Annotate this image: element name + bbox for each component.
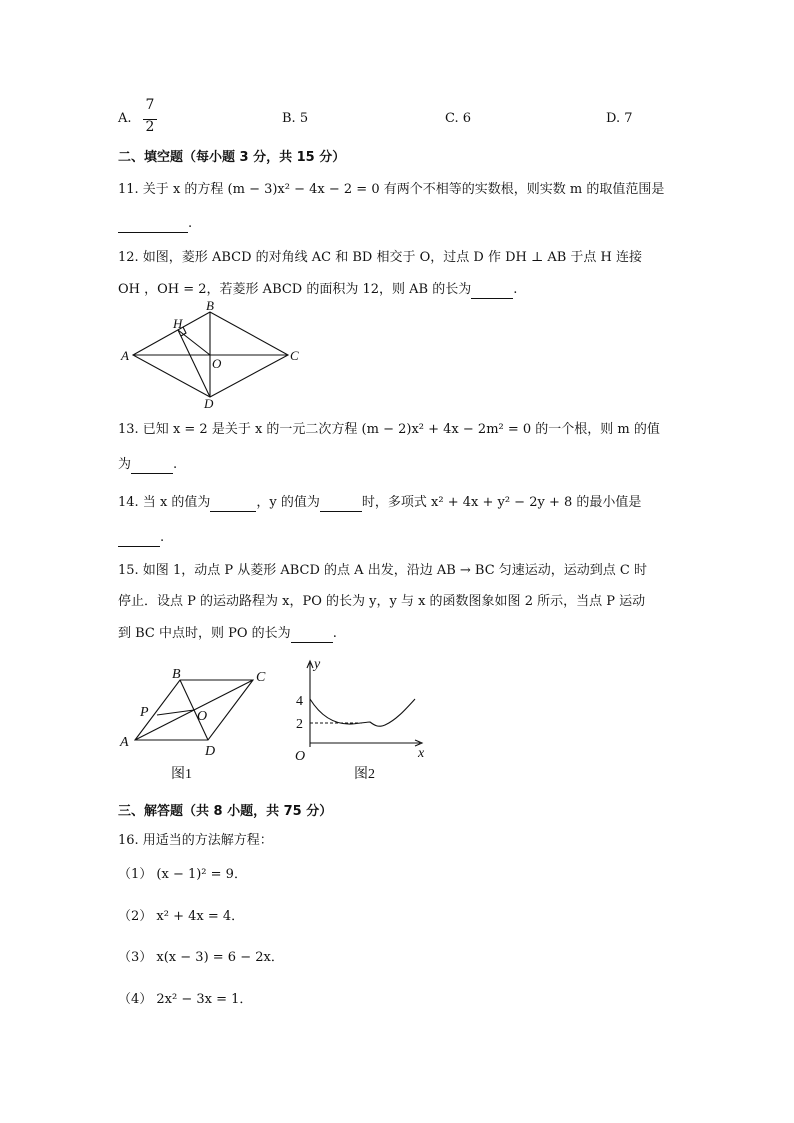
q15-answer-blank[interactable] <box>291 628 333 643</box>
option-d-letter: D. <box>606 111 621 126</box>
fig1-label-a: A <box>120 735 129 750</box>
label-c: C <box>290 348 299 363</box>
q15-line3-text: 到 BC 中点时，则 PO 的长为 <box>118 626 291 641</box>
label-d: D <box>204 396 214 411</box>
fig2-x-label: x <box>418 746 425 761</box>
section-3-title: 三、解答题（共 8 小题，共 75 分） <box>118 804 333 819</box>
q14-y-blank[interactable] <box>320 497 362 512</box>
q12-period: . <box>513 282 518 297</box>
option-c-value: 6 <box>462 111 472 126</box>
q12-line2-text: OH ，OH = 2，若菱形 ABCD 的面积为 12，则 AB 的长为 <box>118 282 472 297</box>
q12-line2 <box>118 281 517 299</box>
section-2-title: 二、填空题（每小题 3 分，共 15 分） <box>118 150 346 165</box>
option-b <box>282 110 308 128</box>
fig1-label-p: P <box>140 705 149 720</box>
q12-line1: 12. 如图，菱形 ABCD 的对角线 AC 和 BD 相交于 O，过点 D 作 DH ⊥ AB 于点 H 连接 <box>118 250 642 265</box>
q13-line1: 13. 已知 x = 2 是关于 x 的一元二次方程 (m − 2)x² + 4x − 2m² = 0 的一个根，则 m 的值 <box>118 422 660 437</box>
fig1-label-d: D <box>205 744 216 759</box>
option-a-letter: A. <box>118 111 132 126</box>
option-c-letter: C. <box>445 111 459 126</box>
option-d <box>606 110 633 128</box>
q14-line1 <box>118 494 641 512</box>
label-h: H <box>173 316 183 331</box>
q15-line3 <box>118 625 337 643</box>
q13-line2-start: 为 <box>118 457 132 472</box>
q15-figure-2 <box>290 655 440 785</box>
fig2-caption: 图2 <box>354 767 375 782</box>
option-a-numerator: 7 <box>145 97 155 113</box>
option-d-value: 7 <box>624 111 633 126</box>
option-b-value: 5 <box>299 111 309 126</box>
q14-part2: ，y 的值为 <box>256 495 320 510</box>
label-b: B <box>206 300 214 313</box>
q14-part1: 14. 当 x 的值为 <box>118 495 211 510</box>
fig1-caption: 图1 <box>171 767 192 782</box>
q11-answer-blank[interactable] <box>118 218 188 233</box>
fig1-label-c: C <box>256 670 266 685</box>
segment-oh <box>178 330 210 355</box>
function-curve <box>310 699 415 726</box>
fig1-label-o: O <box>197 709 208 724</box>
label-o: O <box>212 356 222 371</box>
q12-answer-blank[interactable] <box>471 284 513 299</box>
q11-period: . <box>188 216 193 231</box>
segment-dh <box>178 330 210 397</box>
fig2-origin-label: O <box>295 749 306 764</box>
option-b-letter: B. <box>282 111 296 126</box>
label-a: A <box>121 348 129 363</box>
option-a-denominator: 2 <box>145 119 155 135</box>
q16-part-2: （2） x² + 4x = 4． <box>118 909 245 924</box>
option-c <box>445 110 471 128</box>
q14-part3: 时，多项式 x² + 4x + y² − 2y + 8 的最小值是 <box>361 495 642 510</box>
q13-answer-blank[interactable] <box>131 459 173 474</box>
q14-min-blank[interactable] <box>118 532 160 547</box>
q13-line2 <box>118 456 177 474</box>
fig2-y-label: y <box>314 657 321 672</box>
q11-line1: 11. 关于 x 的方程 (m − 3)x² − 4x − 2 = 0 有两个不相等的实数根，则实数 m 的取值范围是 <box>118 182 665 197</box>
q14-x-blank[interactable] <box>210 497 256 512</box>
q15-figure-1 <box>115 660 285 785</box>
q16-part-1: （1） (x − 1)² = 9． <box>118 867 247 882</box>
q16-part-3: （3） x(x − 3) = 6 − 2x． <box>118 950 284 965</box>
q15-line1: 15. 如图 1，动点 P 从菱形 ABCD 的点 A 出发，沿边 AB → BC 匀速运动，运动到点 C 时 <box>118 563 648 578</box>
q14-line2 <box>118 529 164 547</box>
q13-period: . <box>173 457 178 472</box>
q16-stem: 16. 用适当的方法解方程： <box>118 833 273 848</box>
fig2-tick-2: 2 <box>296 717 303 732</box>
q15-line2: 停止．设点 P 的运动路程为 x，PO 的长为 y，y 与 x 的函数图象如图 2 所示，当点 P 运动 <box>118 594 646 609</box>
q11-line2 <box>118 215 192 233</box>
q12-rhombus-figure <box>115 300 315 412</box>
q15-period: . <box>332 626 337 641</box>
fig2-tick-4: 4 <box>296 694 303 709</box>
q16-part-4: （4） 2x² − 3x = 1． <box>118 992 253 1007</box>
q14-period: . <box>160 530 165 545</box>
fig1-label-b: B <box>172 667 181 682</box>
